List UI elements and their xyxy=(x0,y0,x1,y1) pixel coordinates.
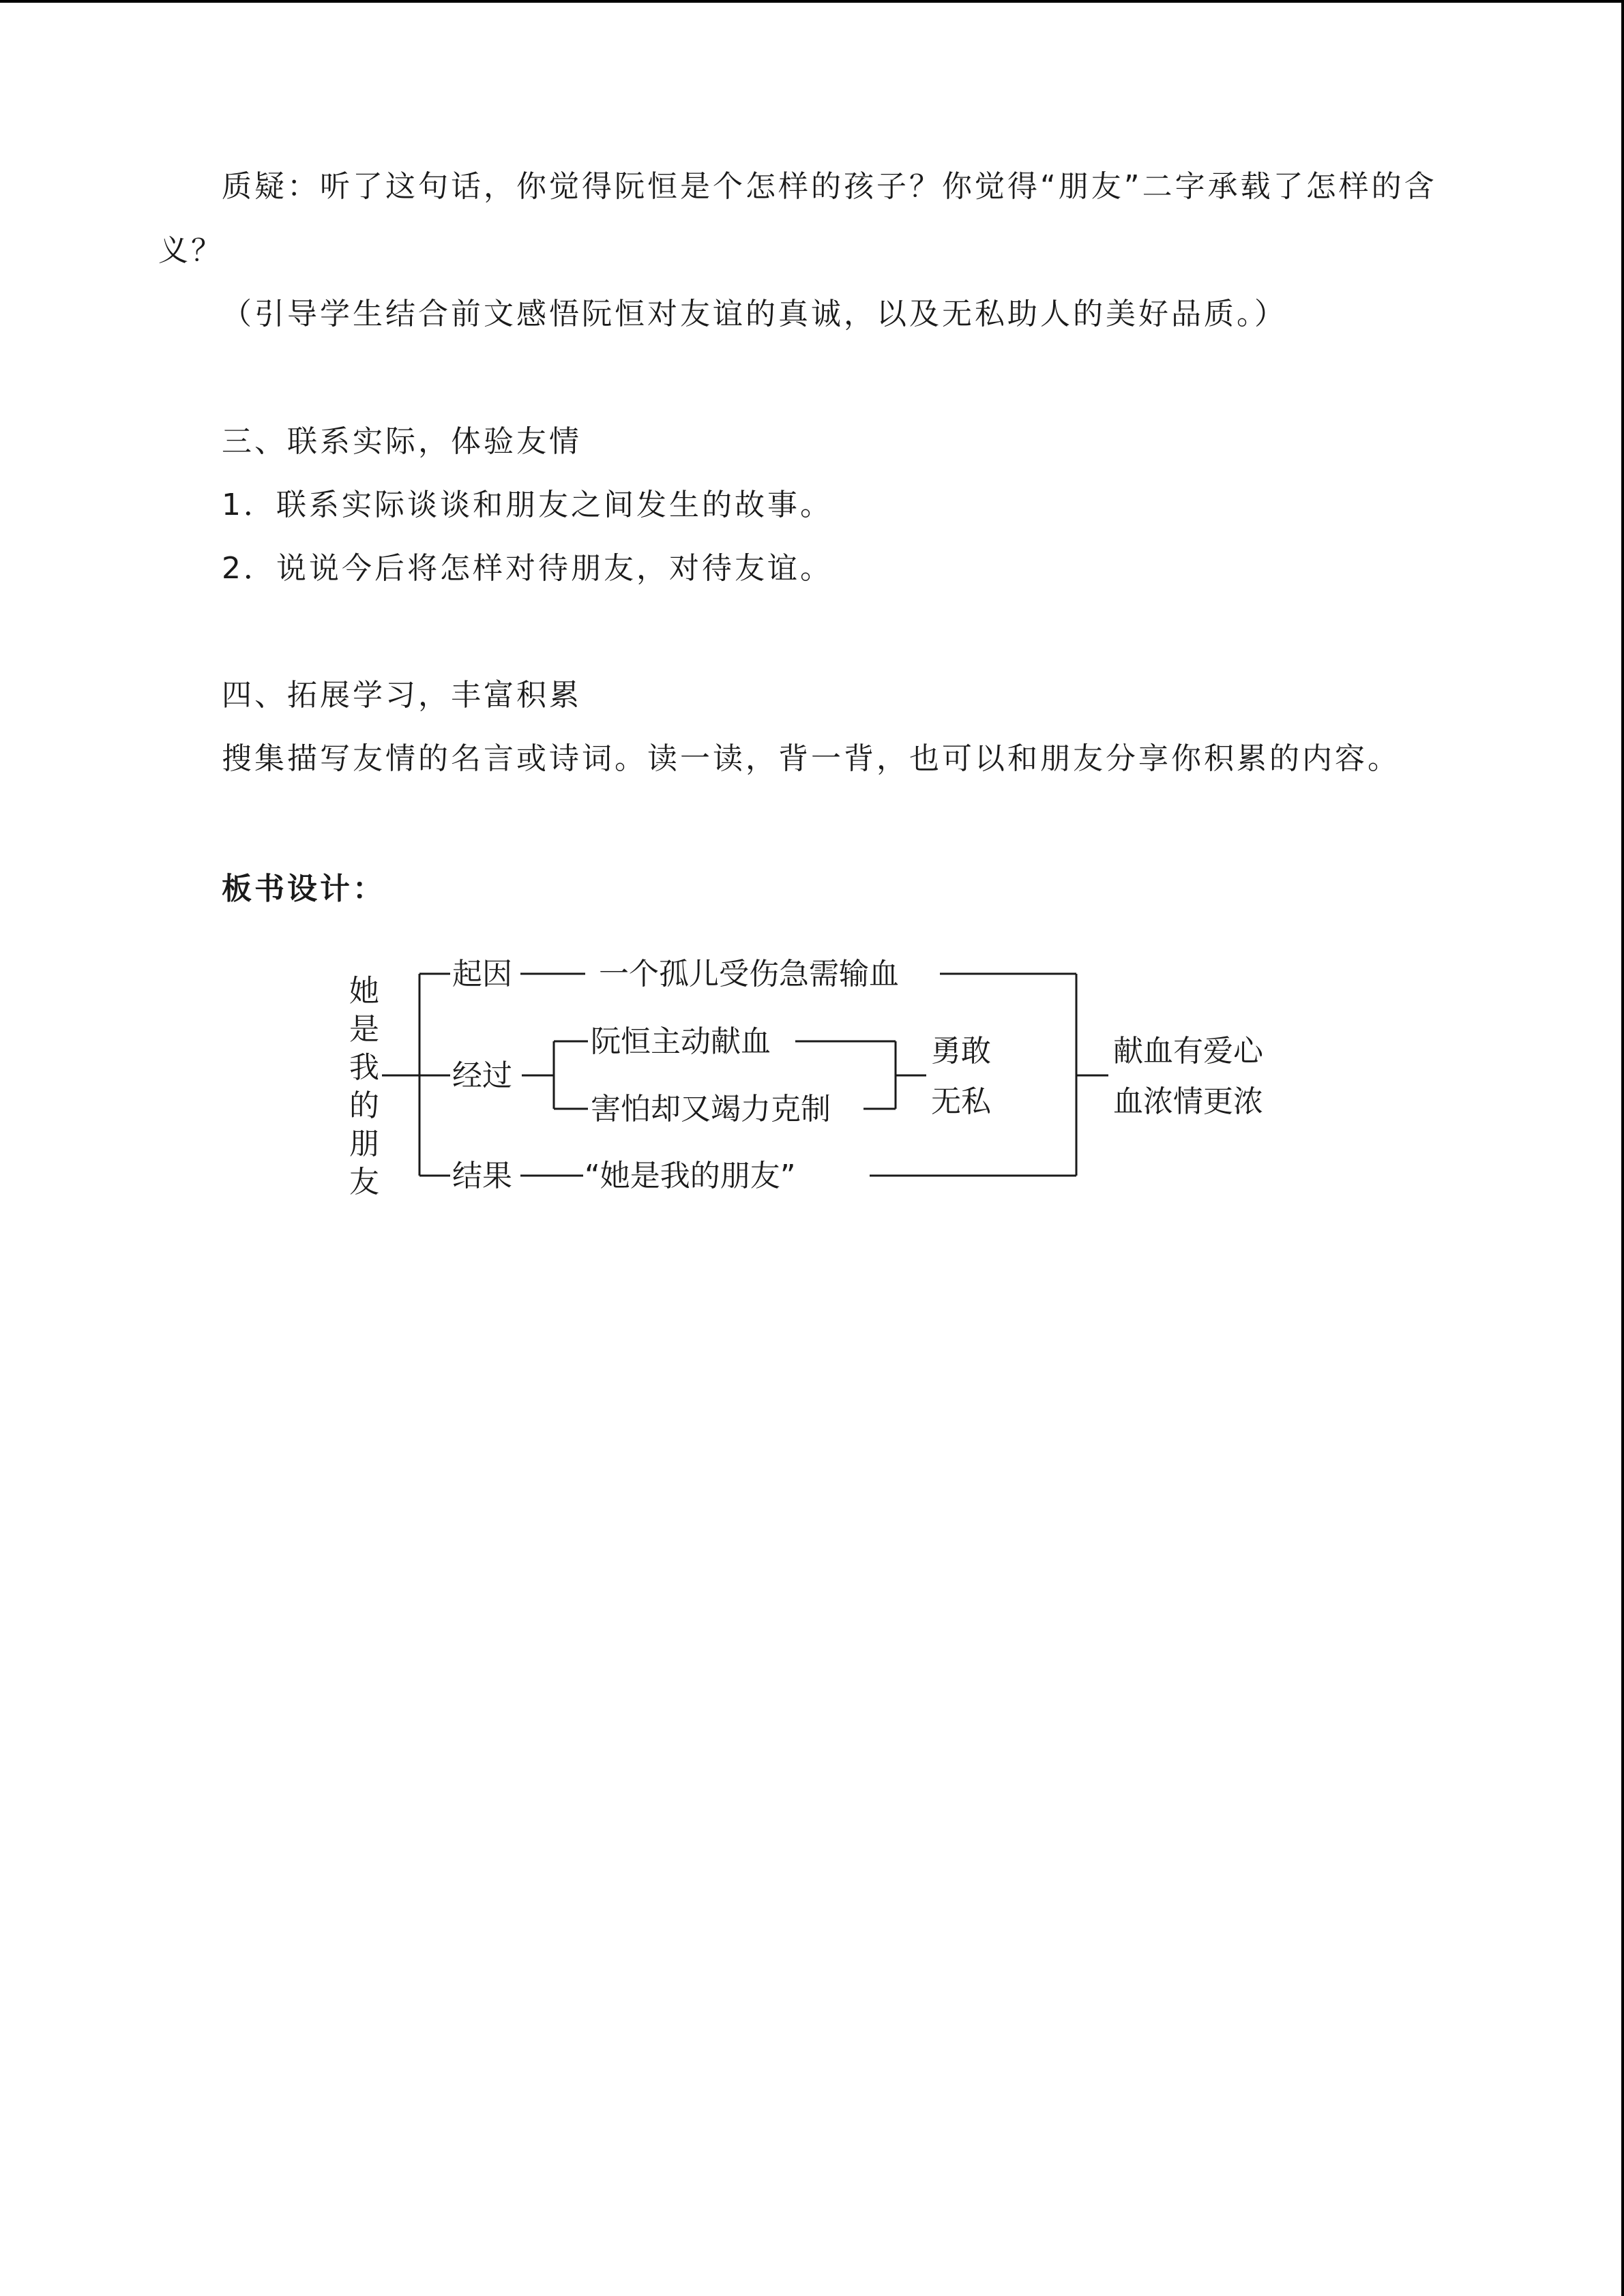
process-label: 经过 xyxy=(452,1058,512,1093)
question-line-2: 义？ xyxy=(158,233,224,268)
quality-2: 无私 xyxy=(931,1084,991,1119)
board-title-char: 的 xyxy=(349,1088,379,1123)
board-title-char: 是 xyxy=(349,1012,379,1047)
board-title-char: 我 xyxy=(349,1050,379,1085)
section-4-title: 四、拓展学习，丰富积累 xyxy=(222,678,582,713)
question-line-1: 质疑：听了这句话，你觉得阮恒是个怎样的孩子？你觉得“朋友”二字承载了怎样的含 xyxy=(222,169,1437,204)
section-3-item-2: 2．说说今后将怎样对待朋友，对待友谊。 xyxy=(222,551,833,586)
board-title-char: 友 xyxy=(349,1165,379,1199)
cause-label: 起因 xyxy=(452,957,512,992)
section-3-item-1: 1．联系实际谈谈和朋友之间发生的故事。 xyxy=(222,488,833,522)
board-title-char: 她 xyxy=(349,974,379,1009)
quality-1: 勇敢 xyxy=(931,1034,991,1069)
section-4-text: 搜集描写友情的名言或诗词。读一读，背一背，也可以和朋友分享你积累的内容。 xyxy=(222,741,1400,776)
result-label: 结果 xyxy=(452,1159,512,1193)
page-border-right xyxy=(1621,0,1624,2296)
conclusion-1: 献血有爱心 xyxy=(1113,1034,1263,1069)
process-item-2: 害怕却又竭力克制 xyxy=(591,1092,831,1127)
page-border-top xyxy=(0,0,1624,3)
result-text: “她是我的朋友” xyxy=(585,1159,796,1193)
process-item-1: 阮恒主动献血 xyxy=(591,1024,771,1059)
cause-text: 一个孤儿受伤急需输血 xyxy=(599,957,899,992)
board-design-title: 板书设计： xyxy=(222,871,385,906)
section-3-title: 三、联系实际，体验友情 xyxy=(222,424,582,459)
board-title-char: 朋 xyxy=(349,1127,379,1161)
conclusion-2: 血浓情更浓 xyxy=(1113,1084,1263,1119)
guide-note: （引导学生结合前文感悟阮恒对友谊的真诚，以及无私助人的美好品质。） xyxy=(222,297,1287,331)
